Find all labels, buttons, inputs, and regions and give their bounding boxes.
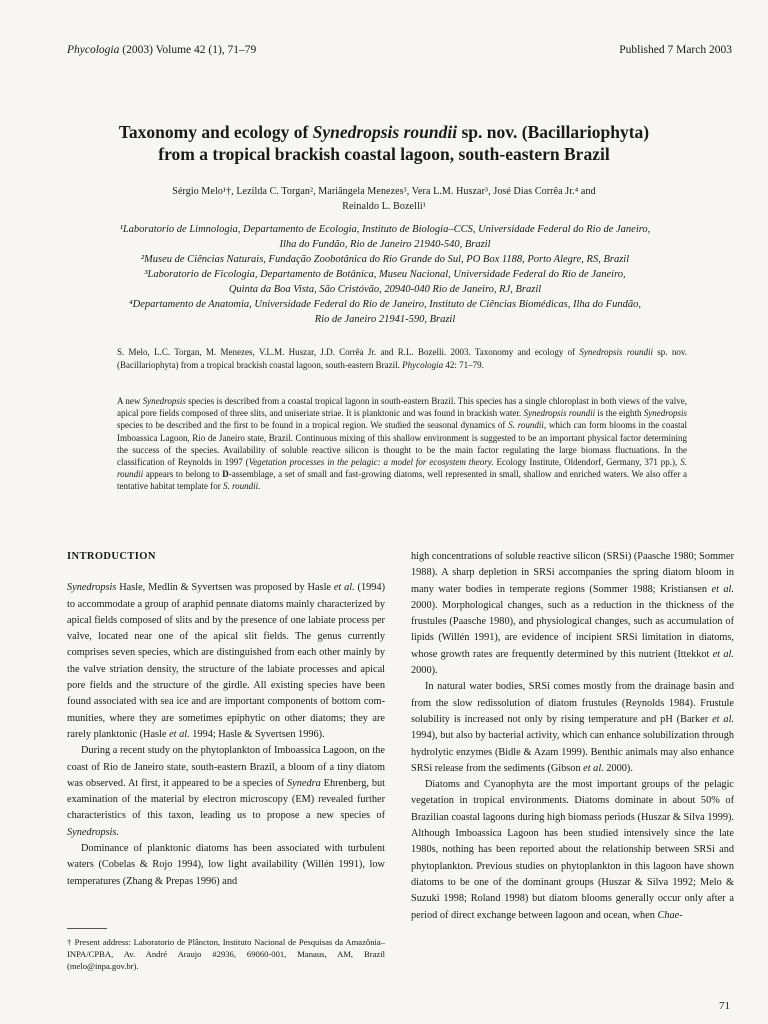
etal: et al. bbox=[169, 728, 190, 740]
taxon: Synedra bbox=[287, 777, 321, 789]
affiliation-line: Rio de Janeiro 21941-590, Brazil bbox=[314, 314, 456, 325]
text: 1994), but also by bacterial activity, which can enhance solubilization through hydrolytic enzymes (Bidle & Azam 1999). Benthic animals may also enhance SRSi release from the sediments (Gibson bbox=[411, 730, 734, 774]
etal: et al. bbox=[712, 713, 734, 725]
affiliation-line: ³Laboratorio de Ficologia, Departamento de Botânica, Museu Nacional, Universidade Federal do Rio de Janeiro, bbox=[144, 269, 626, 280]
affiliation-line: Quinta da Boa Vista, São Cristóvão, 20940-040 Rio de Janeiro, RJ, Brazil bbox=[228, 284, 542, 295]
abstract-text: which can form blooms in the coastal Imboassica Lagoon, Rio de Janeiro state, Brazil. Continuous mixing of this shallow environment is suggested to be an important physical factor determining the success of the species. Availability of soluble reactive silicon is thought to be the main factor regulating the large biomass fluctuations. In the classification of Reynolds in 1997 ( bbox=[117, 420, 688, 468]
affiliations bbox=[60, 222, 710, 327]
author-list bbox=[60, 184, 708, 214]
journal-name: Phycologia bbox=[67, 44, 120, 56]
etal: et al. bbox=[712, 648, 734, 660]
abstract-assemblage: D bbox=[222, 469, 229, 480]
abstract-text: -assemblage, a set of small and fast-growing diatoms, well represented in small, shallow and enriched waters. We also offer a tentative habitat template for bbox=[117, 469, 688, 492]
taxon: Synedropsis bbox=[67, 582, 117, 594]
text: In natural water bodies, SRSi comes mostly from the drainage basin and from the slow redissolution of diatom frustules (Reynolds 1984). Frustule solubility is increased not only by rising temperature and pH (Barker bbox=[411, 681, 734, 725]
paragraph bbox=[411, 777, 734, 924]
abstract-text: Ecology Institute, Oldendorf, Germany, 371 pp.), bbox=[493, 457, 681, 468]
text: 1994; Hasle & Syvertsen 1996). bbox=[189, 728, 325, 740]
abstract-taxon: S. roundii. bbox=[222, 481, 261, 492]
abstract-book-title: Vegetation processes in the pelagic: a model for ecosystem theory. bbox=[248, 457, 494, 468]
paragraph bbox=[67, 580, 385, 743]
affiliation-line: ¹Laboratorio de Limnologia, Departamento de Ecologia, Instituto de Biologia–CCS, Universidade Federal do Rio de Janeiro, bbox=[119, 224, 651, 235]
citation-text: sp. nov. (Bacillariophyta) from a tropical brackish coastal lagoon, south-eastern Brazil. bbox=[117, 347, 688, 370]
volume-info: (2003) Volume 42 (1), 71–79 bbox=[122, 44, 257, 56]
text: During a recent study on the phytoplankton of Imboassica Lagoon, on the coast of Rio de Janeiro state, south-eastern Brazil, a bloom of a tiny diatom was observed. At first, it appeared to be a species of bbox=[67, 745, 385, 789]
abstract-text: A new bbox=[117, 396, 143, 406]
affiliation-line: ⁴Departamento de Anatomia, Universidade Federal do Rio de Janeiro, Instituto de Ciências Biomédicas, Ilha do Fundão, bbox=[129, 299, 641, 310]
title-part: Taxonomy and ecology of bbox=[118, 122, 313, 142]
page-number: 71 bbox=[719, 1000, 730, 1012]
taxon: Synedropsis. bbox=[67, 826, 119, 838]
left-column bbox=[67, 549, 385, 890]
citation-text: S. Melo, L.C. Torgan, M. Menezes, V.L.M. Huszar, J.D. Corrêa Jr. and R.L. Bozelli. 2003. Taxonomy and ecology of bbox=[117, 347, 580, 357]
abstract-text: appears to belong to bbox=[143, 469, 223, 480]
abstract-taxon: Synedropsis bbox=[643, 408, 687, 419]
footnote-rule bbox=[67, 928, 107, 929]
etal: et al. bbox=[711, 583, 734, 595]
citation-block bbox=[117, 346, 687, 371]
abstract-text: is the eighth bbox=[595, 408, 644, 419]
text: (1994) to accommodate a group of araphid pennate diatoms mainly characterized by apical fields composed of slits and by the presence of one labiate process per valve, located near one of the apical slit fields. The genus currently comprises seven species, which are distinguished from each other mainly by the valve striation density, the structure of the labiate processes and apical pore fields and the structure of the girdle. All existing species have been found associated with sea ice and are important components of bottom communities, where they are sometimes epiphytic on other diatoms; they are rarely planktonic (Hasle bbox=[67, 582, 385, 740]
etal: et al. bbox=[333, 582, 355, 594]
text: Hasle, Medlin & Syvertsen was proposed by Hasle bbox=[116, 582, 334, 594]
citation-species: Synedropsis roundii bbox=[579, 347, 654, 357]
footnote: † Present address: Laboratorio de Plâncton, Instituto Nacional de Pesquisas da Amazônia–INPA/CPBA, Av. André Araujo #2936, 69060-001, Manaus, AM, Brazil (melo@inpa.gov.br). bbox=[67, 937, 385, 971]
abstract-taxon: S. roundii bbox=[117, 457, 687, 480]
taxon: Chae- bbox=[657, 909, 683, 921]
right-column bbox=[411, 549, 734, 924]
affiliation-line: ²Museu de Ciências Naturais, Fundação Zoobotânica do Rio Grande do Sul, PO Box 1188, Porto Alegre, RS, Brazil bbox=[140, 254, 630, 265]
author-line-2: Reinaldo L. Bozelli¹ bbox=[342, 201, 426, 212]
text: 2000). bbox=[411, 665, 438, 677]
text: 2000). Morphological changes, such as a reduction in the thickness of the frustules (Paasche 1980), and physiological changes, such as accumulation of lipids (Willén 1991), are evidence of incipient SRSi limitation in diatoms, whose growth rates are frequently determined by this nutrient (Ittekkot bbox=[411, 599, 734, 660]
paragraph: Dominance of planktonic diatoms has been associated with turbulent waters (Cobelas & Rojo 1994), low light availability (Willén 1991), low temperatures (Zhang & Prepas 1996) and bbox=[67, 843, 385, 887]
title-line-2: from a tropical brackish coastal lagoon, south-eastern Brazil bbox=[158, 144, 610, 164]
publication-date: Published 7 March 2003 bbox=[619, 44, 732, 56]
text: 2000). bbox=[603, 762, 633, 774]
text: Diatoms and Cyanophyta are the most important groups of the pelagic vegetation in tropical environments. Diatoms dominate in about 50% of Brazilian coastal lagoons during high biomass periods (Huszar & Silva 1999). Although Imboassica Lagoon has been studied intensively since the late 1980s, nothing has been reported about the relationship between SRSi and phytoplankton. Previous studies on phytoplankton in this lagoon have shown diatoms to be one of the dominant groups (Huszar & Silva 1992; Melo & Suzuki 1998; Roland 1998) but diatom blooms generally occur only after a period of direct exchange between lagoon and ocean, when bbox=[411, 779, 734, 921]
article-title bbox=[40, 121, 728, 165]
paragraph bbox=[411, 679, 734, 777]
citation-journal: Phycologia bbox=[402, 359, 444, 370]
abstract bbox=[117, 395, 687, 493]
abstract-text: species is described from a coastal tropical lagoon in south-eastern Brazil. This species has a single chloroplast in both views of the valve, apical pore fields composed of three slits, and uniseriate striae. It is planktonic and was found in brackish water. bbox=[117, 396, 688, 419]
abstract-taxon: Synedropsis roundii bbox=[523, 408, 596, 419]
author-line-1: Sérgio Melo¹†, Lezilda C. Torgan², Mariângela Menezes³, Vera L.M. Huszar³, José Dias Corrêa Jr.⁴ and bbox=[172, 186, 596, 197]
section-heading-introduction: INTRODUCTION bbox=[67, 551, 156, 562]
etal: et al. bbox=[583, 762, 604, 774]
text: Ehrenberg, but examination of the material by electron microscopy (EM) revealed further characteristics of this taxon, leading us to propose a new species of bbox=[67, 777, 386, 822]
paragraph bbox=[411, 549, 734, 679]
running-header-citation bbox=[67, 44, 256, 56]
citation-text: 42: 71–79. bbox=[443, 359, 484, 370]
abstract-text: species to be described and the first to be found in a tropical region. We studied the seasonal dynamics of bbox=[117, 420, 509, 431]
abstract-taxon: Synedropsis bbox=[142, 396, 186, 406]
title-part: sp. nov. (Bacillariophyta) bbox=[457, 122, 650, 142]
title-species: Synedropsis roundii bbox=[312, 122, 458, 142]
paragraph bbox=[67, 743, 385, 841]
affiliation-line: Ilha do Fundão, Rio de Janeiro 21940-540, Brazil bbox=[279, 239, 491, 250]
text: high concentrations of soluble reactive silicon (SRSi) (Paasche 1980; Sommer 1988). A sharp depletion in SRSi accompanies the spring diatom bloom in many water bodies in temperate regions (Sommer 1988; Kristiansen bbox=[411, 551, 734, 595]
abstract-taxon: S. roundii, bbox=[508, 420, 547, 431]
